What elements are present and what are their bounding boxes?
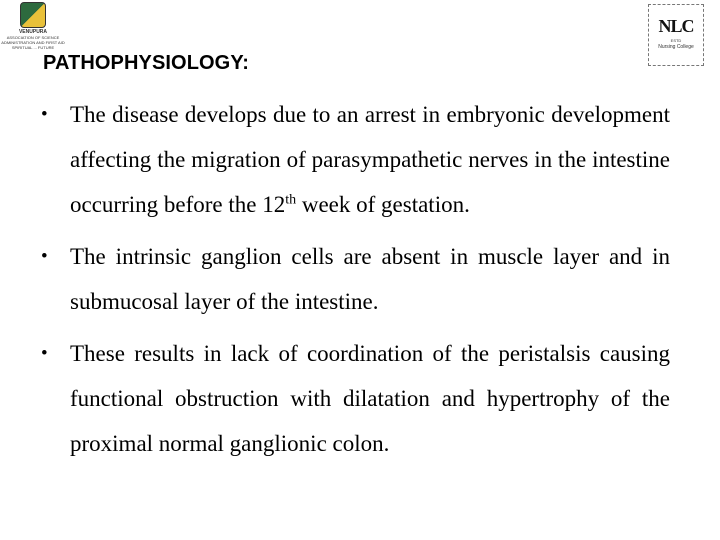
logo-right-college: Nursing College <box>658 44 694 50</box>
logo-left-line: SPIRITUAL ... FUTURE <box>11 45 55 50</box>
bullet-icon: • <box>41 104 48 125</box>
institution-logo-right <box>648 4 704 66</box>
bullet-list <box>0 92 720 473</box>
ordinal-suffix: th <box>285 192 297 208</box>
bullet-icon: • <box>41 246 48 267</box>
bullet-item <box>0 331 720 466</box>
bullet-icon: • <box>41 343 48 364</box>
bullet-text: The intrinsic ganglion cells are absent in muscle layer and in submucosal layer of the intestine. <box>70 244 670 314</box>
slide-heading: PATHOPHYSIOLOGY: <box>43 52 250 74</box>
bullet-item <box>0 92 720 227</box>
logo-left-line: ASSOCIATION OF SCIENCE <box>6 35 60 40</box>
logo-left-line: ADMINISTRATION AND FIRST AID <box>1 40 65 45</box>
bullet-text: The disease develops due to an arrest in embryonic development affecting the migration of parasympathetic nerves in the intestine occurring before the 12 <box>70 102 670 217</box>
crest-icon <box>20 2 46 28</box>
logo-left-name: VENUPURA <box>18 29 48 35</box>
logo-right-mark: NLC <box>658 16 694 36</box>
bullet-text: week of gestation. <box>296 192 470 217</box>
bullet-text: These results in lack of coordination of the peristalsis causing functional obstruction with dilatation and hypertrophy of the proximal normal ganglionic colon. <box>70 341 670 456</box>
logo-right-est: ESTD <box>670 38 682 43</box>
bullet-item <box>0 234 720 324</box>
